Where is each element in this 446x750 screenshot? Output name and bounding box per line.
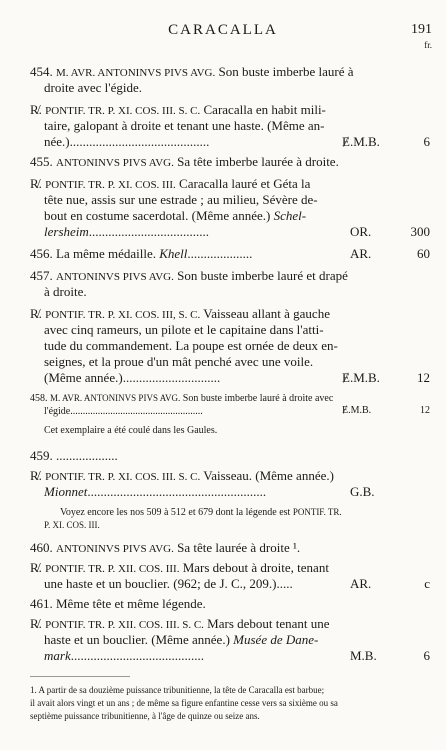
entry-457-reverse-4: seignes, et la proue d'un mât penché avec une voile. <box>44 354 314 369</box>
metal-size: OR. <box>350 224 372 239</box>
entry-460-reverse-1 <box>30 560 329 577</box>
entry-457-line-2: à droite. <box>44 284 87 299</box>
reverse-legend: PONTIF. TR. P. XI. COS. III. S. C. <box>45 105 201 117</box>
entry-number: 460. <box>30 540 53 555</box>
entry-459-see-also-1: Voyez encore les nos 509 à 512 et 679 dont la légende est PONTIF. TR. <box>60 507 342 518</box>
footnote-line-3: septième puissance tribunitienne, à l'âge de quinze ou seize ans. <box>30 711 260 721</box>
metal-size: AR. <box>350 576 372 591</box>
collection-name: Schel- <box>273 208 307 223</box>
entry-455-reverse-4: lersheim..................................... <box>44 224 210 239</box>
entry-461-reverse-1 <box>30 616 330 633</box>
reverse-mark: R̸. <box>30 176 42 191</box>
entry-454-reverse-3: née.)........................................... <box>44 134 210 149</box>
leader-dots: ..................................... <box>88 224 210 239</box>
metal-size: Ɇ.M.B. <box>342 405 372 416</box>
entry-458-line-2: l'égide..................................................... <box>44 406 203 417</box>
collection-name: Mionnet <box>44 484 88 499</box>
reverse-description: Mars debout tenant une <box>207 616 330 631</box>
leader-dots: .................... <box>187 246 253 261</box>
obverse-legend: M. AVR. ANTONINVS PIVS AVG. <box>56 67 216 79</box>
entry-455-reverse-3: bout en costume sacerdotal. (Même année.) Schel- <box>44 208 307 223</box>
obverse-description: Son buste imberbe lauré à droite avec <box>182 393 334 404</box>
reverse-legend: PONTIF. TR. P. XII. COS. III. <box>45 563 180 575</box>
entry-number: 459. <box>30 448 53 463</box>
reverse-description: Vaisseau. (Même année.) <box>203 468 334 483</box>
entry-457-reverse-3: tude du commandement. La poupe est ornée de deux en- <box>44 338 338 353</box>
entry-457-reverse-1 <box>30 306 330 323</box>
running-title: CARACALLA <box>168 22 278 38</box>
leader-dots: .............................. <box>122 370 221 385</box>
entry-454-line-2: droite avec l'égide. <box>44 80 142 95</box>
entry-454-line-1 <box>30 64 354 81</box>
price: 6 <box>423 134 430 149</box>
leader-dots: ....................................................... <box>87 484 267 499</box>
leader-dots: ..................................................... <box>70 406 203 417</box>
obverse-description: Même tête et même légende. <box>56 596 206 611</box>
obverse-legend: M. AVR. ANTONINVS PIVS AVG. <box>50 393 181 403</box>
reverse-mark: R̸. <box>30 102 42 117</box>
entry-454-reverse-1 <box>30 102 326 119</box>
obverse-legend: ANTONINVS PIVS AVG. <box>56 157 174 169</box>
collection-name: Musée de Dane- <box>233 632 319 647</box>
leader-dots: ........................................... <box>69 134 210 149</box>
entry-460-line-1 <box>30 540 300 557</box>
reverse-description: Vaisseau allant à gauche <box>203 306 330 321</box>
obverse-description: Son buste imberbe lauré et drapé <box>177 268 348 283</box>
reverse-mark: R̸. <box>30 616 42 631</box>
footnote-line-1: 1. A partir de sa douzième puissance tribunitienne, la tête de Caracalla est barbue; <box>30 685 325 695</box>
price: c <box>424 576 430 591</box>
obverse-legend: ANTONINVS PIVS AVG. <box>56 271 174 283</box>
entry-number: 461. <box>30 596 53 611</box>
reverse-description: Mars debout à droite, tenant <box>182 560 329 575</box>
reverse-description: Caracalla lauré et Géta la <box>179 176 311 191</box>
entry-number: 455. <box>30 154 53 169</box>
metal-size: G.B. <box>350 484 375 499</box>
reverse-mark: R̸. <box>30 468 42 483</box>
reverse-legend: PONTIF. TR. P. XI. COS. III, S. C. <box>45 309 201 321</box>
reverse-description: Caracalla en habit mili- <box>203 102 326 117</box>
price: 6 <box>423 648 430 663</box>
price: 12 <box>420 405 430 416</box>
entry-458-line-1 <box>30 392 333 405</box>
entry-459-line-1 <box>30 448 118 464</box>
obverse-description: Son buste imberbe lauré à <box>218 64 354 79</box>
entry-461-reverse-3: mark......................................... <box>44 648 204 663</box>
entry-455-line-1 <box>30 154 339 171</box>
reverse-legend: PONTIF. TR. P. XII. COS. III. S. C. <box>45 619 204 631</box>
collection-name: Khell <box>159 246 188 261</box>
reverse-mark: R̸. <box>30 306 42 321</box>
reverse-mark: R̸. <box>30 560 42 575</box>
entry-458-note: Cet exemplaire a été coulé dans les Gaules. <box>44 425 218 436</box>
reverse-legend: PONTIF. TR. P. XI. COS. III. <box>45 179 176 191</box>
metal-size: Ɇ.M.B. <box>342 370 380 385</box>
price-unit-note: fr. <box>424 40 432 50</box>
entry-457-line-1 <box>30 268 348 285</box>
price: 300 <box>410 224 430 239</box>
obverse-legend: ANTONINVS PIVS AVG. <box>56 543 174 555</box>
metal-size: AR. <box>350 246 372 261</box>
entry-number: 456. <box>30 246 53 261</box>
page-number: 191 <box>411 22 432 37</box>
entry-457-reverse-5: (Même année.).............................. <box>44 370 221 385</box>
entry-457-reverse-2: avec cinq rameurs, un pilote et le capitaine dans l'atti- <box>44 322 324 337</box>
metal-size: Ɇ.M.B. <box>342 134 380 149</box>
entry-454-reverse-2: taire, galopant à droite et tenant une haste. (Même an- <box>44 118 325 133</box>
footnote-line-2: il avait alors vingt et un ans ; de même sa figure enfantine cesse vers sa sixième ou sa <box>30 698 338 708</box>
entry-455-reverse-1 <box>30 176 310 193</box>
entry-459-reverse-2 <box>44 484 266 500</box>
price: 60 <box>417 246 430 261</box>
reverse-legend: PONTIF. TR. P. XI. COS. III. S. C. <box>45 471 201 483</box>
entry-460-reverse-2: une haste et un bouclier. (962; de J. C., 209.)..... <box>44 576 293 591</box>
entry-number: 454. <box>30 64 53 79</box>
entry-459-reverse-1 <box>30 468 334 485</box>
entry-number: 458. <box>30 393 48 404</box>
metal-size: M.B. <box>350 648 377 663</box>
price: 12 <box>417 370 430 385</box>
leader-dots: ................... <box>56 448 118 463</box>
entry-456: 456. La même médaille. Khell.................... <box>30 246 253 261</box>
entry-number: 457. <box>30 268 53 283</box>
leader-dots: ......................................... <box>70 648 204 663</box>
entry-455-reverse-2: tête nue, assis sur une estrade ; au milieu, Sévère de- <box>44 192 318 207</box>
entry-459-see-also-2: P. XI. COS. III. <box>44 520 100 530</box>
obverse-description: Sa tête laurée à droite ¹. <box>177 540 301 555</box>
obverse-description: Sa tête imberbe laurée à droite. <box>177 154 339 169</box>
footnote-rule <box>30 676 130 677</box>
entry-461-line-1 <box>30 596 206 612</box>
entry-461-reverse-2: haste et un bouclier. (Même année.) Musée de Dane- <box>44 632 319 647</box>
